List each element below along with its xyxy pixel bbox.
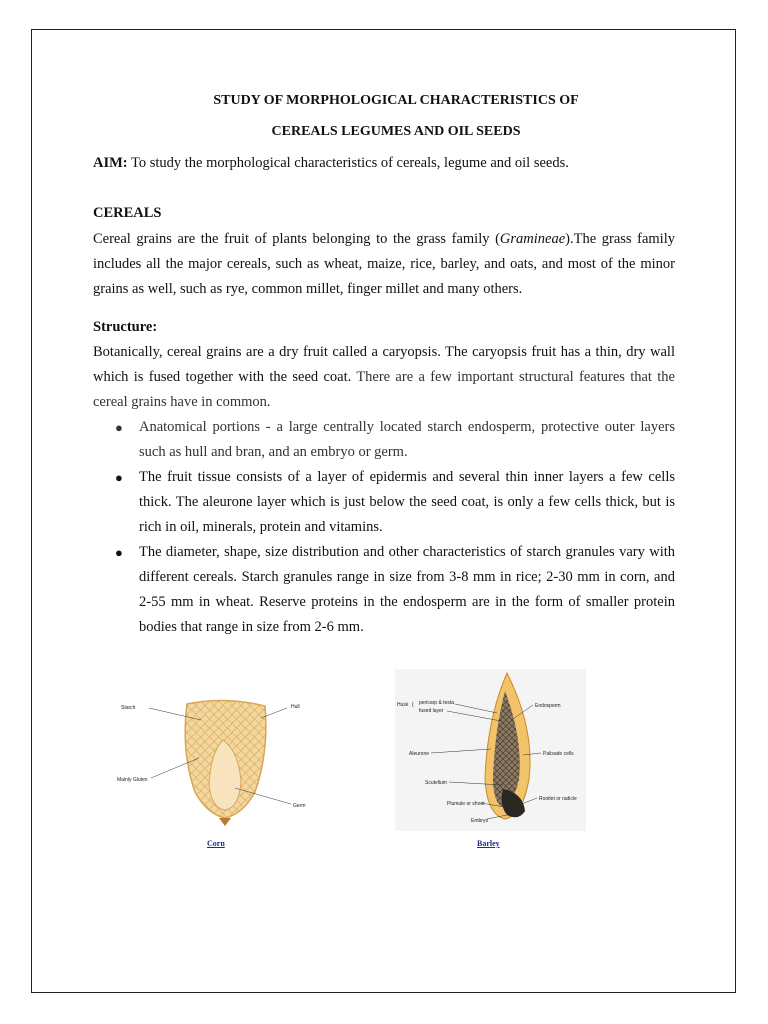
structure-paragraph [93, 340, 675, 415]
cereals-para-italic: Gramineae [499, 231, 566, 247]
barley-label-endosperm: Endosperm [535, 703, 561, 709]
barley-label-plumule: Plumule or shoot [447, 801, 485, 807]
aim-statement [93, 155, 569, 172]
barley-label-husk: Husk [397, 702, 409, 708]
barley-brace: { [412, 702, 414, 708]
list-item-text: Anatomical portions - a large centrally located starch endosperm, protective outer layers such as hull and bran, and an embryo or germ. [139, 419, 675, 460]
corn-caption-link[interactable]: Corn [207, 839, 225, 848]
barley-caption-link[interactable]: Barley [477, 839, 500, 848]
bullet-icon: ● [115, 545, 123, 560]
structure-heading: Structure: [93, 319, 158, 335]
list-item-text: The diameter, shape, size distribution and other characteristics of starch granules vary with different cereals. Starch granules range in size from 3-8 mm in rice; 2-30 mm in corn, and 2-55 mm in wheat. Reserve proteins in the endosperm are in the form of smaller protein bodies that range in size from 2-6 mm. [139, 544, 675, 635]
barley-label-scutellum: Scutellum [425, 780, 447, 786]
cereals-para-part-b: ).The grass family includes all the major cereals, such as wheat, maize, rice, barley, and oats, and most of the minor grains as well, such as rye, common millet, finger millet and many others. [93, 231, 675, 297]
list-item [93, 415, 675, 465]
aim-text: To study the morphological characteristics of cereals, legume and oil seeds. [127, 155, 569, 171]
barley-label-pericarp: pericarp & testa [419, 700, 455, 706]
barley-label-embryo: Embryo [471, 818, 489, 824]
document-title-line1: STUDY OF MORPHOLOGICAL CHARACTERISTICS OF [213, 93, 579, 108]
corn-label-gluten: Mainly Gluten [117, 777, 148, 783]
corn-tip-cap [219, 818, 231, 826]
list-item [93, 465, 675, 540]
list-item [93, 540, 675, 640]
bullet-icon: ● [115, 420, 123, 435]
barley-label-palisade: Palisade cells [543, 751, 574, 757]
cereals-heading: CEREALS [93, 205, 162, 221]
list-item-text: The fruit tissue consists of a layer of epidermis and several thin inner layers a few cells thick. The aleurone layer which is just below the seed coat, is only a few cells thick, but is rich in oil, minerals, protein and vitamins. [139, 469, 675, 535]
structure-bullet-list [93, 415, 675, 640]
document-title-line2: CEREALS LEGUMES AND OIL SEEDS [271, 124, 521, 139]
barley-label-fused: fused layer [419, 708, 444, 714]
cereals-para-part-a: Cereal grains are the fruit of plants belonging to the grass family ( [93, 231, 500, 247]
structure-para-part-a: Botanically, cereal grains are a dry fruit called a caryopsis. The caryopsis fruit has a thin, dry wall which is fused together with the seed coat. [93, 344, 675, 385]
corn-label-starch: Starch [121, 705, 136, 711]
structure-para-part-b: There are a few important structural features that the cereal grains have in common. [93, 369, 675, 410]
barley-label-aleurone: Aleurone [409, 751, 430, 757]
aim-label: AIM: [93, 155, 128, 171]
corn-kernel-diagram [115, 692, 325, 832]
corn-label-germ: Germ [293, 803, 306, 809]
cereals-paragraph [93, 227, 675, 302]
barley-grain-diagram [395, 669, 586, 831]
corn-label-hull: Hull [291, 704, 300, 710]
bullet-icon: ● [115, 470, 123, 485]
barley-label-rootlet: Rootlet or radicle [539, 796, 577, 802]
